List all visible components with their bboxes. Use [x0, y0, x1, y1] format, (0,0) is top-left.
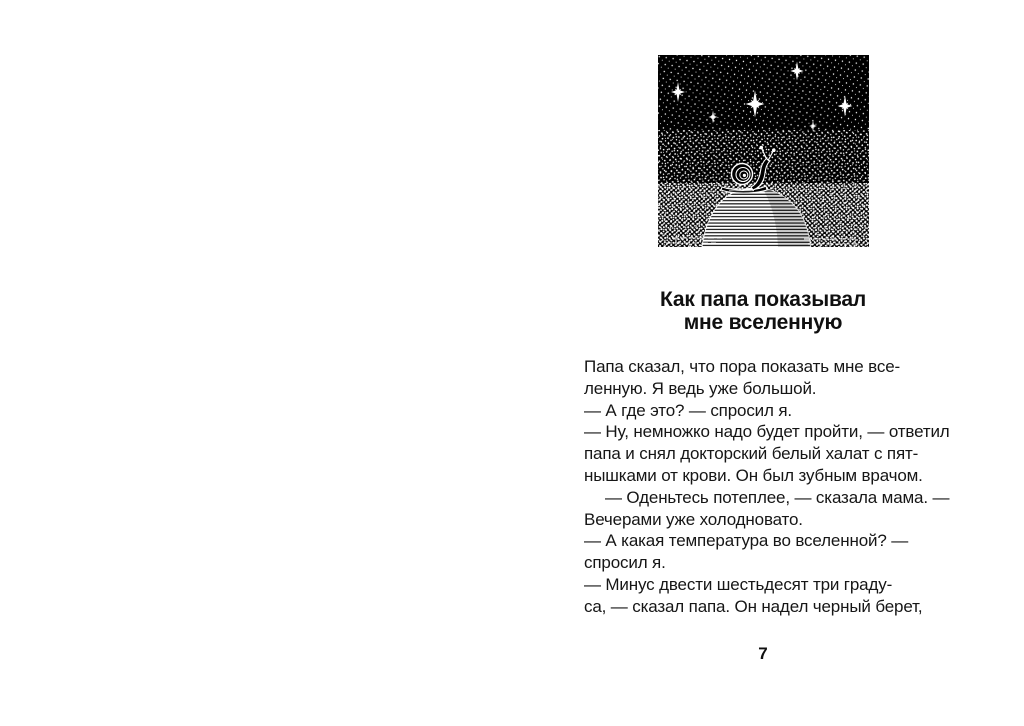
- body-text-line: — Оденьтесь потеплее, — сказала мама. —: [605, 487, 950, 507]
- body-text-line: папа и снял докторский белый халат с пят-: [584, 444, 919, 464]
- page-number: 7: [758, 644, 768, 663]
- body-text-line: ленную. Я ведь уже большой.: [584, 378, 817, 398]
- body-text-line: са, — сказал папа. Он надел черный берет,: [584, 596, 923, 616]
- body-text-line: — А где это? — спросил я.: [584, 400, 793, 420]
- chapter-illustration: [658, 55, 869, 247]
- body-text-line: — Ну, немножко надо будет пройти, — ответил: [584, 422, 950, 442]
- body-text-line: спросил я.: [584, 553, 666, 573]
- body-text-line: нышками от крови. Он был зубным врачом.: [584, 465, 923, 485]
- body-text: [584, 356, 950, 618]
- chapter-title-line1: Как папа показывал: [659, 288, 867, 311]
- body-text-line: — Минус двести шестьдесят три граду-: [584, 574, 893, 594]
- chapter-title: [584, 288, 942, 334]
- snail-starry-sky-engraving: [658, 55, 869, 247]
- body-text-line: Вечерами уже холодновато.: [584, 509, 803, 529]
- body-text-line: Папа сказал, что пора показать мне все-: [584, 357, 901, 376]
- chapter-title-line2: мне вселенную: [683, 311, 843, 334]
- body-text-line: — А какая температура во вселенной? —: [584, 531, 909, 551]
